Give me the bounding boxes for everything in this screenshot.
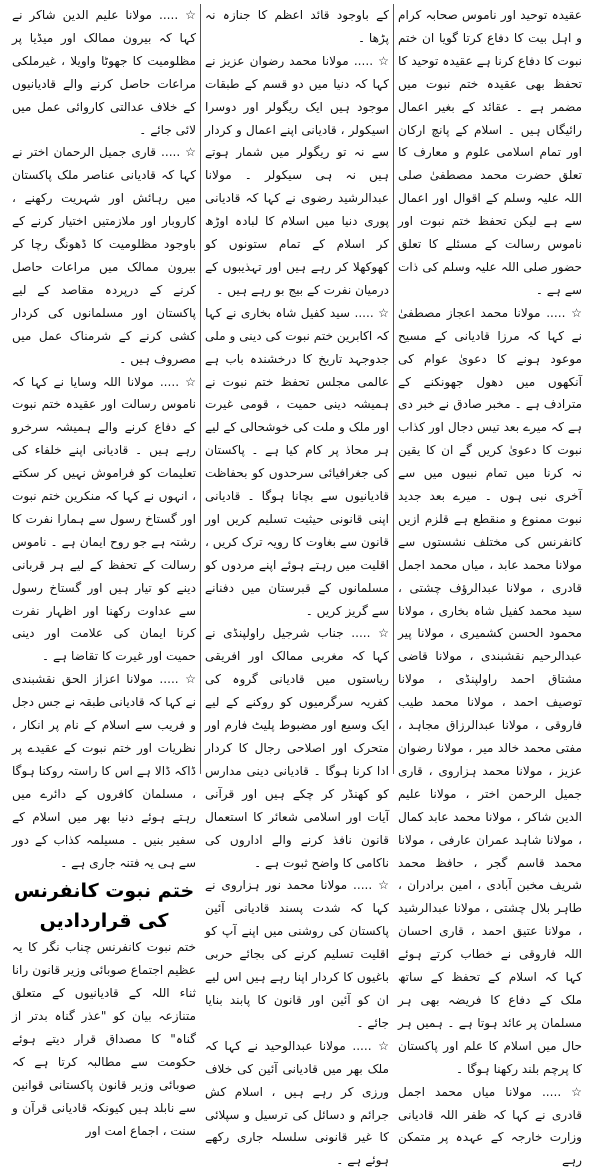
column-divider (393, 4, 394, 774)
section-heading: ختم نبوت کانفرنس کی قراردادیں (13, 880, 195, 933)
paragraph: ☆ ..... مولانا اللہ وسایا نے کہا کہ ناموس رسالت اور عقیدہ ختم نبوت کے دفاع کرنے والے ہمیشہ سرخرو رہے ہیں ۔ قادیانی اپنے خلفاء کی تعلیمات کو فراموش نہیں کر سکتے ، انہوں نے کہا کہ منکرین ختم نبوت اور گستاخ رسول سے ہمارا نفرت کا رشتہ ہے جو روح ایمان ہے ۔ ناموس رسالت کے تحفظ کے لیے ہر قربانی دینے کو تیار ہیں اور گستاخ رسول سے عداوت رکھنا اور اظہار نفرت کرنا ایمان کی علامت اور دینی حمیت اور غیرت کا تقاضا ہے ۔ (12, 374, 196, 664)
paragraph: ☆ ..... مولانا اعزاز الحق نقشبندی نے کہا کہ قادیانی طبقہ نے جس دجل و فریب سے اسلام کے نام پر انکار ، نظریات اور ختم نبوت کے عقیدے پر ڈاکہ ڈالا ہے اس کا راستہ روکنا ہوگا ، مسلمان کافروں کے دائرے میں رہتے ہوئے دنیا بھر میں اسلام کے سفیر بنیں ۔ مسیلمہ کذاب کے دور سے ہی یہ فتنہ جاری ہے ۔ (12, 672, 196, 870)
paragraph: ☆ ..... سید کفیل شاہ بخاری نے کہا کہ اکابرین ختم نبوت کی دینی و ملی جدوجہد تاریخ کا درخشندہ باب ہے عالمی مجلس تحفظ ختم نبوت نے ہمیشہ دینی حمیت ، قومی غیرت اور ملک و ملت کی خوشحالی کے لیے ہر محاذ پر کام کیا ہے ۔ پاکستان کی جغرافیائی سرحدوں کو بحفاظت قادیانیوں سے بچانا ہوگا ۔ قادیانی اپنی قانونی حیثیت تسلیم کریں اور قانون سے بغاوت کا رویہ ترک کریں ، اقلیت میں رہتے ہوئے اپنے مردوں کو مسلمانوں کے قبرستان میں دفنانے سے گریز کریں ۔ (205, 305, 389, 618)
paragraph: ☆ ..... قاری جمیل الرحمان اختر نے کہا کہ قادیانی عناصر ملک پاکستان میں رہائش اور شہریت رکھنے ، کاروبار اور ملازمتیں اختیار کرنے کے باوجود مظلومیت کا ڈھونگ رچا کر بیرون ممالک میں مراعات حاصل کرنے کے درپردہ مقاصد کے لیے پاکستان اور مسلمانوں کی کردار کشی کرنے کے شرمناک عمل میں مصروف ہیں ۔ (12, 145, 196, 366)
paragraph: کے باوجود قائد اعظم کا جنازہ نہ پڑھا ۔ (205, 8, 389, 45)
column-right (396, 4, 584, 1168)
paragraph: ☆ ..... مولانا محمد رضوان عزیز نے کہا کہ دنیا میں دو قسم کے طبقات موجود ہیں ایک ریگولر اور دوسرا اسیکولر ، قادیانی اپنے اعمال و کردار سے نہ تو ریگولر میں شمار ہوتے ہیں نہ ہی سیکولر ۔ مولانا عبدالرشید رضوی نے کہا کہ قادیانی پوری دنیا میں اسلام کا لبادہ اوڑھ کر اسلام کے تمام ستونوں کو کھوکھلا کر رہے ہیں اور تہذیبوں کے درمیان نفرت کے بیج بو رہے ہیں ۔ (205, 53, 389, 297)
column-middle (203, 4, 391, 1168)
paragraph: ☆ ..... مولانا علیم الدین شاکر نے کہا کہ بیرون ممالک اور میڈیا پر مظلومیت کا جھوٹا واویلا ، غیرملکی مراعات حاصل کرنے والے قادیانیوں کے خلاف عدالتی کاروائی عمل میں لائی جائے ۔ (12, 8, 196, 137)
paragraph: ☆ ..... جناب شرجیل راولپنڈی نے کہا کہ مغربی ممالک اور افریقی ریاستوں میں قادیانی گروہ کی کفریہ سرگرمیوں کو روکنے کے لیے ایک وسیع اور مضبوط پلیٹ فارم اور متحرک اور اصلاحی رجال کا کردار ادا کرنا ہوگا ۔ قادیانی دینی مدارس کو کھنڈر کر چکے ہیں اور قرآنی آیات اور اسلامی شعائر کا استعمال قانون نافذ کرنے والے اداروں کی ناکامی کا واضح ثبوت ہے ۔ (205, 626, 389, 870)
paragraph: ☆ ..... مولانا میاں محمد اجمل قادری نے کہا کہ ظفر اللہ قادیانی وزارت خارجہ کے عہدہ پر متمکن رہے (398, 1084, 582, 1168)
column-left (10, 4, 198, 1138)
paragraph: ختم نبوت کانفرنس چناب نگر کا یہ عظیم اجتماع صوبائی وزیر قانون رانا ثناء اللہ کے قادیانیوں کے متعلق متنازعہ بیان کو "عذر گناہ بدتر از گناہ" کا مصداق قرار دیتے ہوئے حکومت سے مطالبہ کرتا ہے کہ صوبائی وزیر قانون پاکستانی قوانین سے نابلد ہیں کیونکہ قادیانی قرآن و سنت ، اجماع امت اور (12, 940, 196, 1138)
paragraph: ☆ ..... مولانا عبدالوحید نے کہا کہ ملک بھر میں قادیانی آئین کی خلاف ورزی کر رہے ہیں ، اسلام کش جرائم و دسائل کی ترسیل و سپلائی کا غیر قانونی سلسلہ جاری رکھے ہوئے ہے ۔ (205, 1038, 389, 1168)
column-divider (200, 4, 201, 774)
paragraph: ☆ ..... مولانا محمد نور ہزاروی نے کہا کہ شدت پسند قادیانی آئین پاکستان کی روشنی میں اپنے آپ کو اقلیت تسلیم کرنے کی بجائے حربی باغیوں کا کردار اپنا رہے ہیں اس لیے ان کو آئین اور قانون کا پابند بنایا جائے ۔ (205, 878, 389, 1030)
paragraph: عقیدہ توحید اور ناموس صحابہ کرام و اہل بیت کا دفاع کرتا گویا ان ختم نبوت کا دفاع کرنا ہے عقیدہ توحید کا تحفظ بھی عقیدہ ختم نبوت میں مضمر ہے ۔ عقائد کے بغیر اعمال رائیگاں ہیں ۔ اسلام کے پانچ ارکان اور تمام اسلامی علوم و معارف کا تعلق حضرت محمد مصطفیٰ صلی اللہ علیہ وسلم کے اقوال اور اعمال سے ہے لیکن تحفظ ختم نبوت اور ناموس رسالت کے مسئلے کا تعلق حضور صلی اللہ علیہ وسلم کی ذات سے ہے ۔ (398, 8, 582, 297)
paragraph: ☆ ..... مولانا محمد اعجاز مصطفیٰ نے کہا کہ مرزا قادیانی کے مسیح موعود ہونے کا دعویٰ عوام کی آنکھوں میں دھول جھونکنے کے مترادف ہے ۔ مخبر صادق نے خبر دی ہے کہ میرے بعد تیس دجال اور کذاب نبوت کا دعویٰ کریں گے ان کا یقین نہ کرنا میں تمام نبیوں میں سے آخری نبی ہوں ۔ میرے بعد جدید نبوت ممنوع و منقطع ہے قلزم ازیں کانفرنس کی مختلف نشستوں سے مولانا محمد عابد ، میاں محمد اجمل قادری ، مولانا عبدالرؤف چشتی ، سید محمد کفیل شاہ بخاری ، مولانا محمود الحسن کشمیری ، مولانا پیر عبدالرحیم نقشبندی ، مولانا قاضی مشتاق احمد راولپنڈی ، مولانا توصیف احمد ، مولانا محمد طیب فاروقی ، مولانا عبدالرزاق مجاہد ، مفتی محمد خالد میر ، مولانا رضوان عزیز ، مولانا محمد ہزاروی ، قاری جمیل الرحمن اختر ، مولانا علیم الدین شاکر ، مولانا محمد عابد کمال ، مولانا شاہد عمران عارفی ، مولانا محمد قاسم گجر ، حافظ محمد شریف مخبن آبادی ، امین برادران ، طاہر بلال چشتی ، مولانا عبدالرشید ، مولانا عتیق احمد ، قاری احسان اللہ فاروقی نے خطاب کرتے ہوئے کہا کہ اسلام کے تحفظ کے ساتھ ملک کے دفاع کا فریضہ بھی ہر مسلمان پر عائد ہوتا ہے ۔ ہمیں ہر حال میں اسلام کا علم اور پاکستان کا پرچم بلند رکھنا ہوگا ۔ (398, 305, 582, 1076)
